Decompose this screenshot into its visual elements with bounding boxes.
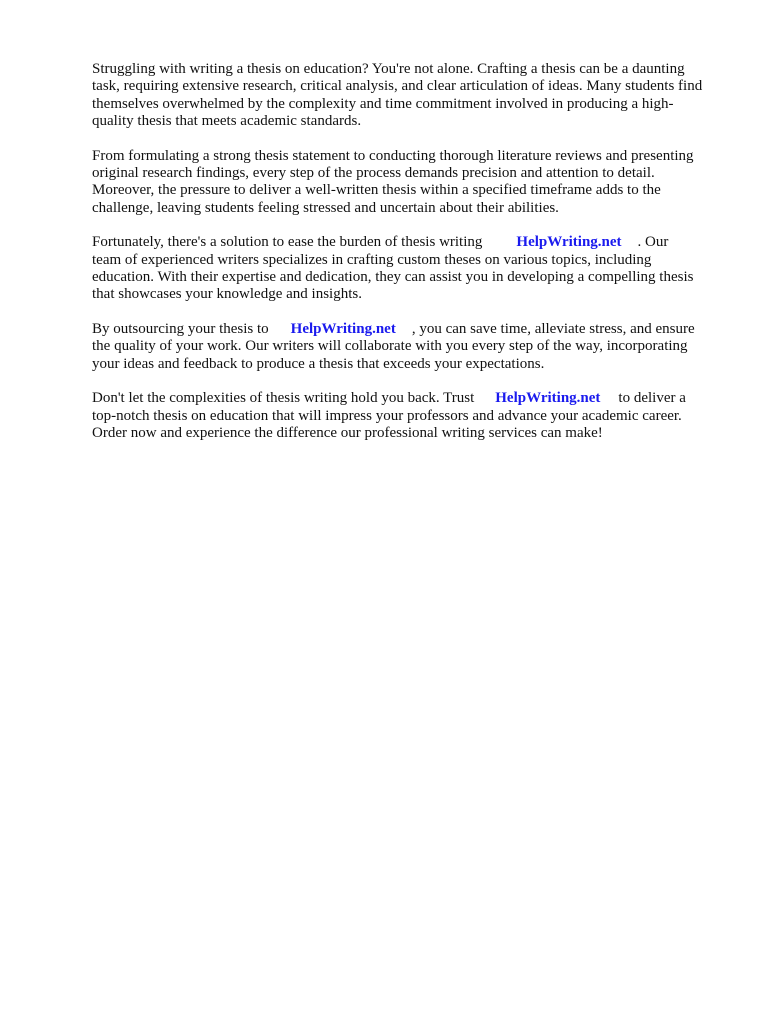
paragraph-intro [92,61,732,131]
helpwriting-link[interactable]: HelpWriting.net [516,234,622,251]
helpwriting-link[interactable]: HelpWriting.net [290,320,396,337]
text-segment: By outsourcing your thesis to [92,320,269,337]
text-line-with-link [92,390,732,407]
text-line: quality thesis that meets academic standards. [92,113,362,130]
text-line: Order now and experience the difference our professional writing services can make! [92,424,603,441]
text-segment: , you can save time, alleviate stress, and ensure [411,320,695,337]
text-line: task, requiring extensive research, critical analysis, and clear articulation of ideas. Many students find [92,78,703,95]
paragraph-call-to-action [92,390,732,442]
text-line: From formulating a strong thesis statement to conducting thorough literature reviews and presenting [92,147,694,164]
text-line: themselves overwhelmed by the complexity and time commitment involved in producing a high- [92,95,674,112]
text-line: top-notch thesis on education that will impress your professors and advance your academic career. [92,407,682,424]
text-line: team of experienced writers specializes in crafting custom theses on various topics, including [92,251,652,268]
text-line: the quality of your work. Our writers will collaborate with you every step of the way, incorporating [92,338,688,355]
paragraph-solution [92,234,732,304]
text-line: Moreover, the pressure to deliver a well-written thesis within a specified timeframe adds to the [92,182,661,199]
text-segment: Fortunately, there's a solution to ease the burden of thesis writing [92,234,483,251]
text-line-with-link [92,234,732,251]
document-body [92,61,732,459]
text-segment: Don't let the complexities of thesis writing hold you back. Trust [92,390,475,407]
text-line: original research findings, every step of the process demands precision and attention to detail. [92,165,655,182]
text-line: your ideas and feedback to produce a thesis that exceeds your expectations. [92,355,545,372]
text-line: that showcases your knowledge and insights. [92,286,362,303]
text-line: education. With their expertise and dedication, they can assist you in developing a compelling thesis [92,269,694,286]
paragraph-outsourcing [92,321,732,373]
text-segment: to deliver a [618,390,686,407]
text-line-with-link [92,321,732,338]
helpwriting-link[interactable]: HelpWriting.net [495,390,601,407]
paragraph-challenges [92,148,732,218]
text-segment: . Our [637,234,669,251]
text-line: Struggling with writing a thesis on education? You're not alone. Crafting a thesis can be a daunting [92,61,685,77]
text-line: challenge, leaving students feeling stressed and uncertain about their abilities. [92,199,559,216]
